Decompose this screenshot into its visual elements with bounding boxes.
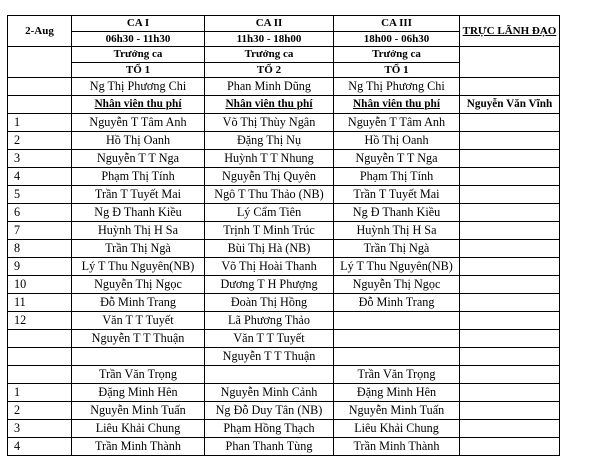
shift-3-staff: Lý T Thu Nguyên(NB) xyxy=(334,258,460,276)
table-row xyxy=(8,402,560,420)
empty-cell xyxy=(460,258,560,276)
shift-1-staff: Nguyễn T Tâm Anh xyxy=(72,114,205,132)
shift-3-staff: Trần Minh Thành xyxy=(334,438,460,456)
shift-3-staff: Phạm Thị Tính xyxy=(334,168,460,186)
shift-2-staff: Võ Thị Thùy Ngân xyxy=(205,114,334,132)
table-row xyxy=(8,312,560,330)
shift-2-staff: Đặng Thị Nụ xyxy=(205,132,334,150)
row-number: 3 xyxy=(8,150,72,168)
shift-3-staff: Hồ Thị Oanh xyxy=(334,132,460,150)
row-number: 3 xyxy=(8,420,72,438)
row-number xyxy=(8,348,72,366)
shift-1-staff: Đặng Minh Hên xyxy=(72,384,205,402)
table-row xyxy=(8,204,560,222)
row-number: 8 xyxy=(8,240,72,258)
shift-3-staff: Trần Văn Trọng xyxy=(334,366,460,384)
shift-2-staff: Nguyễn T T Thuận xyxy=(205,348,334,366)
shift-1-staff: Trần Minh Thành xyxy=(72,438,205,456)
shift-3-staff: Trần T Tuyết Mai xyxy=(334,186,460,204)
empty-cell xyxy=(460,330,560,348)
shift-3-staff: Ng Đ Thanh Kiều xyxy=(334,204,460,222)
shift-1-staff: Huỳnh Thị H Sa xyxy=(72,222,205,240)
shift-3-staff-label: Nhân viên thu phí xyxy=(334,96,460,114)
shift-2-staff: Trịnh T Minh Trúc xyxy=(205,222,334,240)
shift-3-time: 18h00 - 06h30 xyxy=(334,32,460,47)
shift-3-staff: Đỗ Minh Trang xyxy=(334,294,460,312)
row-number: 6 xyxy=(8,204,72,222)
empty-cell xyxy=(8,78,72,96)
shift-2-staff: Nguyễn Minh Cảnh xyxy=(205,384,334,402)
lead-name-row xyxy=(8,78,560,96)
empty-cell xyxy=(460,240,560,258)
shift-1-staff: Nguyễn T T Thuận xyxy=(72,330,205,348)
shift-2-staff: Bùi Thị Hà (NB) xyxy=(205,240,334,258)
table-row xyxy=(8,366,560,384)
row-number: 2 xyxy=(8,402,72,420)
empty-cell xyxy=(460,186,560,204)
empty-cell xyxy=(460,78,560,96)
shift-2-staff: Nguyễn Thị Quyên xyxy=(205,168,334,186)
staff-label-row xyxy=(8,96,560,114)
shift-2-staff xyxy=(205,366,334,384)
shift-2-lead-role: Trưởng ca xyxy=(205,47,334,63)
table-row xyxy=(8,114,560,132)
row-number: 11 xyxy=(8,294,72,312)
empty-cell xyxy=(8,96,72,114)
shift-1-staff: Ng Đ Thanh Kiều xyxy=(72,204,205,222)
table-row xyxy=(8,186,560,204)
row-number: 12 xyxy=(8,312,72,330)
shift-1-staff: Trần T Tuyết Mai xyxy=(72,186,205,204)
shift-1-staff: Lý T Thu Nguyên(NB) xyxy=(72,258,205,276)
table-row xyxy=(8,294,560,312)
shift-1-staff: Trần Thị Ngà xyxy=(72,240,205,258)
table-row xyxy=(8,168,560,186)
shift-2-staff: Võ Thị Hoài Thanh xyxy=(205,258,334,276)
table-row xyxy=(8,384,560,402)
shift-1-staff: Nguyễn T T Nga xyxy=(72,150,205,168)
shift-2-staff: Văn T T Tuyết xyxy=(205,330,334,348)
table-row xyxy=(8,348,560,366)
shift-2-staff: Phan Thanh Tùng xyxy=(205,438,334,456)
shift-3-staff: Đặng Minh Hên xyxy=(334,384,460,402)
row-number: 9 xyxy=(8,258,72,276)
table-row xyxy=(8,276,560,294)
empty-cell xyxy=(460,366,560,384)
shift-2-staff: Lã Phương Thảo xyxy=(205,312,334,330)
shift-2-staff: Đoàn Thị Hồng xyxy=(205,294,334,312)
shift-1-staff: Văn T T Tuyết xyxy=(72,312,205,330)
row-number: 1 xyxy=(8,114,72,132)
shift-2-staff: Lý Cẩm Tiên xyxy=(205,204,334,222)
row-number: 5 xyxy=(8,186,72,204)
shift-3-staff: Nguyễn Thị Ngọc xyxy=(334,276,460,294)
row-number: 2 xyxy=(8,132,72,150)
empty-cell xyxy=(460,420,560,438)
empty-cell xyxy=(460,402,560,420)
empty-cell xyxy=(460,294,560,312)
empty-cell xyxy=(460,168,560,186)
table-row xyxy=(8,132,560,150)
shift-1-staff: Hồ Thị Oanh xyxy=(72,132,205,150)
row-number: 7 xyxy=(8,222,72,240)
empty-cell xyxy=(460,384,560,402)
shift-1-staff: Trần Văn Trọng xyxy=(72,366,205,384)
shift-1-staff: Đỗ Minh Trang xyxy=(72,294,205,312)
schedule-body xyxy=(8,16,560,456)
shift-3-staff: Nguyễn T Tâm Anh xyxy=(334,114,460,132)
shift-1-staff: Nguyễn Minh Tuấn xyxy=(72,402,205,420)
date-cell: 2-Aug xyxy=(8,16,72,47)
shift-3-staff xyxy=(334,312,460,330)
table-row xyxy=(8,240,560,258)
shift-3-staff: Trần Thị Ngà xyxy=(334,240,460,258)
shift-1-staff: Liêu Khải Chung xyxy=(72,420,205,438)
empty-cell xyxy=(460,204,560,222)
shift-1-time: 06h30 - 11h30 xyxy=(72,32,205,47)
empty-cell xyxy=(460,132,560,150)
shift-2-name: CA II xyxy=(205,16,334,32)
shift-1-lead-name: Ng Thị Phương Chi xyxy=(72,78,205,96)
row-number: 1 xyxy=(8,384,72,402)
shift-schedule-table xyxy=(7,15,560,456)
duty-leader-title: TRỰC LÃNH ĐẠO xyxy=(460,16,560,47)
duty-leader-name: Nguyễn Văn Vĩnh xyxy=(460,96,560,114)
row-number xyxy=(8,366,72,384)
shift-2-team: TỔ 2 xyxy=(205,63,334,78)
shift-1-name: CA I xyxy=(72,16,205,32)
row-number xyxy=(8,330,72,348)
shift-3-staff xyxy=(334,348,460,366)
header-row-lead-role xyxy=(8,47,560,63)
shift-3-team: TỔ 1 xyxy=(334,63,460,78)
shift-1-staff-label: Nhân viên thu phí xyxy=(72,96,205,114)
shift-1-staff: Nguyễn Thị Ngọc xyxy=(72,276,205,294)
row-number: 10 xyxy=(8,276,72,294)
shift-2-staff: Ngô T Thu Thảo (NB) xyxy=(205,186,334,204)
empty-cell xyxy=(460,114,560,132)
shift-3-staff: Nguyễn Minh Tuấn xyxy=(334,402,460,420)
shift-1-staff: Phạm Thị Tính xyxy=(72,168,205,186)
empty-cell xyxy=(460,47,560,78)
shift-1-staff xyxy=(72,348,205,366)
shift-3-staff: Nguyễn T T Nga xyxy=(334,150,460,168)
table-row xyxy=(8,438,560,456)
shift-3-staff: Liêu Khải Chung xyxy=(334,420,460,438)
shift-3-staff: Huỳnh Thị H Sa xyxy=(334,222,460,240)
row-number: 4 xyxy=(8,168,72,186)
shift-1-lead-role: Trưởng ca xyxy=(72,47,205,63)
row-number: 4 xyxy=(8,438,72,456)
empty-cell xyxy=(460,222,560,240)
shift-3-lead-name: Ng Thị Phương Chi xyxy=(334,78,460,96)
shift-3-staff xyxy=(334,330,460,348)
shift-2-staff: Ng Đỗ Duy Tân (NB) xyxy=(205,402,334,420)
table-row xyxy=(8,330,560,348)
empty-cell xyxy=(460,348,560,366)
shift-2-staff: Dương T H Phượng xyxy=(205,276,334,294)
shift-1-team: TỔ 1 xyxy=(72,63,205,78)
empty-cell xyxy=(460,276,560,294)
empty-cell xyxy=(8,47,72,78)
shift-3-lead-role: Trưởng ca xyxy=(334,47,460,63)
empty-cell xyxy=(460,438,560,456)
table-row xyxy=(8,420,560,438)
shift-2-staff: Huỳnh T T Nhung xyxy=(205,150,334,168)
shift-2-lead-name: Phan Minh Dũng xyxy=(205,78,334,96)
shift-2-time: 11h30 - 18h00 xyxy=(205,32,334,47)
table-row xyxy=(8,258,560,276)
table-row xyxy=(8,150,560,168)
empty-cell xyxy=(460,150,560,168)
shift-3-name: CA III xyxy=(334,16,460,32)
table-row xyxy=(8,222,560,240)
shift-2-staff-label: Nhân viên thu phí xyxy=(205,96,334,114)
header-row-shift-names xyxy=(8,16,560,32)
shift-2-staff: Phạm Hồng Thạch xyxy=(205,420,334,438)
empty-cell xyxy=(460,312,560,330)
